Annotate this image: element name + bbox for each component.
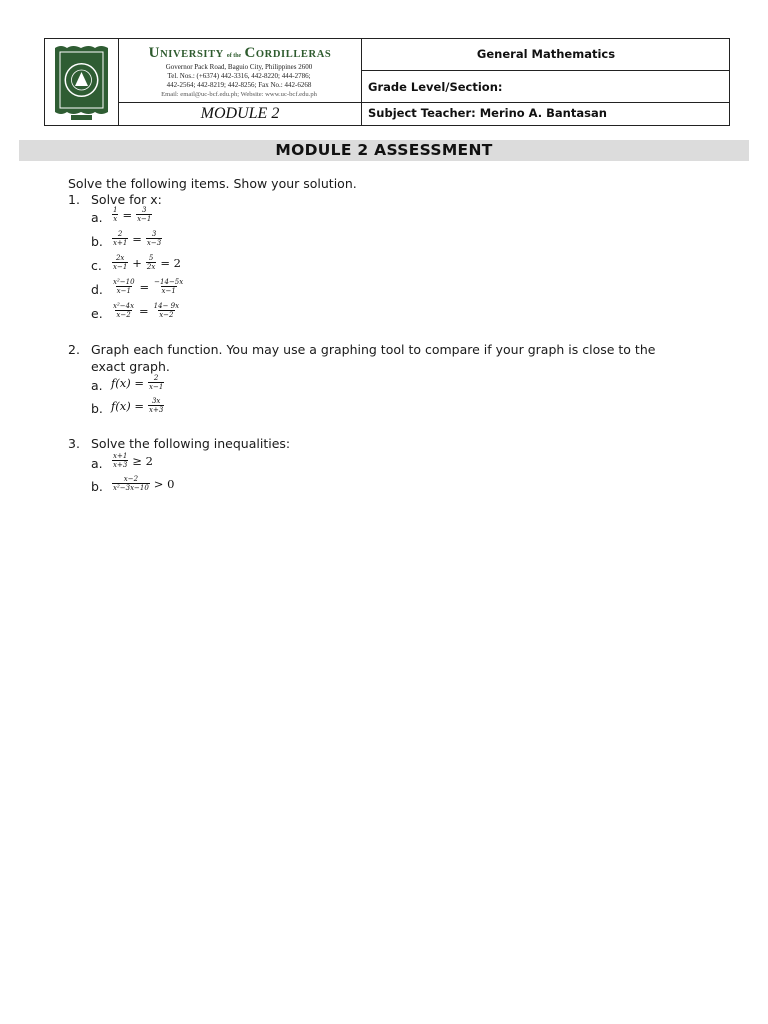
equation: $\frac{\text{x²−4x}}{x-2}$ = $\frac{14- 9x}{x-2}$ (113, 302, 180, 319)
inequality: $\frac{x+1}{x+3}$ ≥ 2 (113, 452, 153, 469)
tel-line: Tel. Nos.: (+6374) 442-3316, 442-8220; 444-2786; (167, 72, 311, 80)
question-number: 2. (68, 342, 80, 357)
equation: $\frac{2}{x+1}$ = $\frac{3}{x-3}$ (113, 230, 162, 247)
question-number: 1. (68, 192, 80, 207)
item-label: c. (91, 258, 102, 273)
inequality: $\frac{x-2}{\text{x²−3x−10}}$ > 0 (113, 475, 175, 492)
address-line: Governor Pack Road, Baguio City, Philippines 2600 (165, 63, 313, 71)
equation: $\frac{2x}{x-1}$ + $\frac{5}{2x}$ = 2 (113, 254, 181, 271)
item-label: a. (91, 210, 103, 225)
grade-level-label: Grade Level/Section: (368, 80, 503, 94)
university-name: UNIVERSITY of the CORDILLERAS (148, 45, 332, 61)
item-label: a. (91, 456, 103, 471)
item-label: d. (91, 282, 103, 297)
instructions: Solve the following items. Show your solution. (68, 176, 357, 191)
equation: f(x) = $\frac{2}{x-1}$ (111, 374, 164, 391)
question-text: Solve the following inequalities: (91, 436, 291, 451)
tel-line: 442-2564; 442-8219; 442-8256; Fax No.: 442-6268 (166, 81, 312, 89)
page-title: MODULE 2 ASSESSMENT (19, 140, 749, 161)
item-label: b. (91, 234, 103, 249)
item-label: a. (91, 378, 103, 393)
question-text: exact graph. (91, 359, 170, 374)
question-text: Solve for x: (91, 192, 162, 207)
item-label: b. (91, 479, 103, 494)
divider (361, 70, 729, 71)
equation: f(x) = $\frac{3x}{x+3}$ (111, 397, 164, 414)
divider (361, 39, 362, 125)
equation: $\frac{1}{x}$ = $\frac{3}{x-1}$ (113, 206, 152, 223)
university-seal-logo (51, 42, 112, 122)
question-number: 3. (68, 436, 80, 451)
subject-teacher: Subject Teacher: Merino A. Bantasan (368, 106, 607, 120)
subject-name: General Mathematics (476, 47, 616, 61)
question-text: Graph each function. You may use a graphing tool to compare if your graph is close to the (91, 342, 656, 357)
equation: $\frac{\text{x²−10}}{x-1}$ = $\frac{-14-5x}{x-1}$ (113, 278, 184, 295)
item-label: b. (91, 401, 103, 416)
module-label: MODULE 2 (200, 105, 280, 122)
email-line: Email: email@uc-bcf.edu.ph; Website: www.uc-bcf.edu.ph (161, 91, 317, 98)
item-label: e. (91, 306, 103, 321)
header-table (44, 38, 730, 126)
